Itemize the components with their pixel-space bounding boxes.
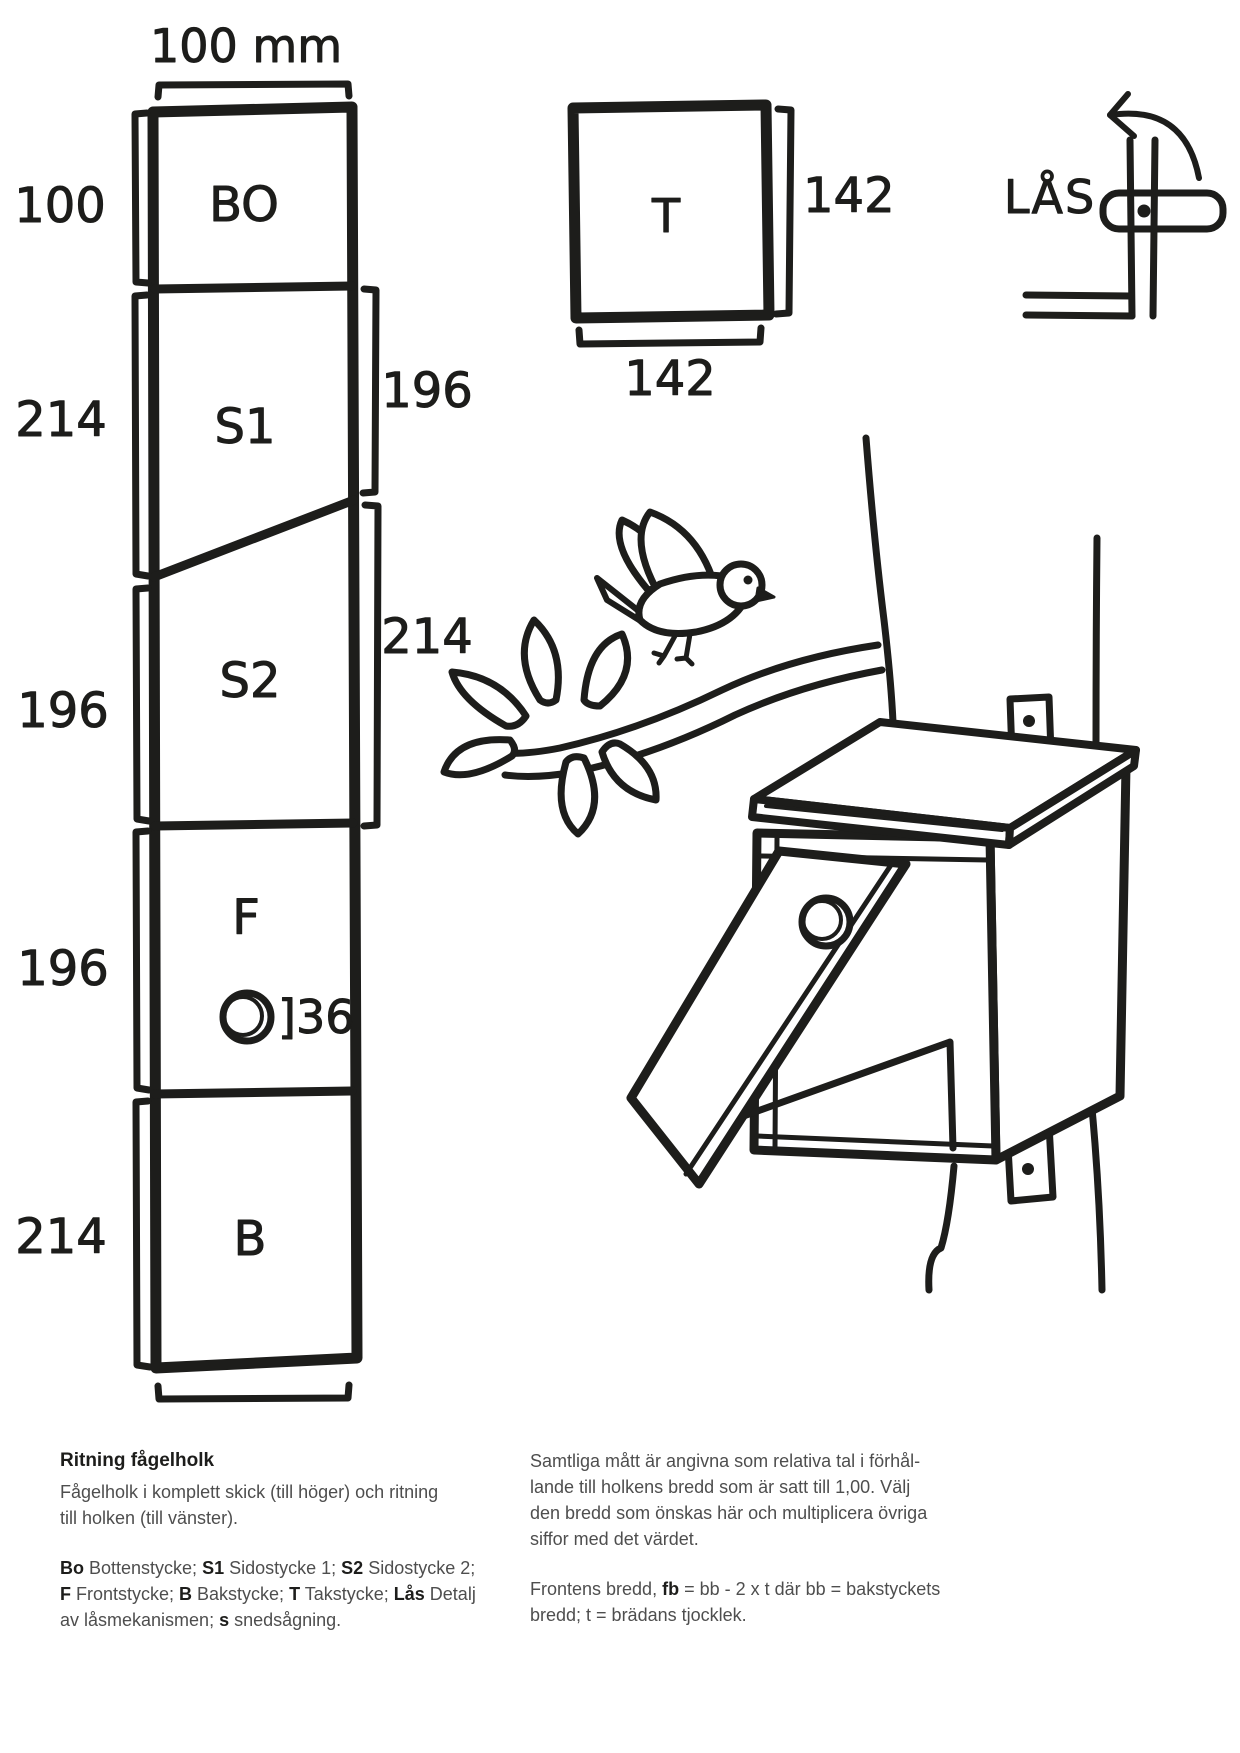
tree-trunk-right-edge-lower	[1091, 1098, 1102, 1290]
section-label-s1: S1	[214, 399, 276, 455]
bracket-screw	[1023, 715, 1035, 727]
caption-intro-line: Fågelholk i komplett skick (till höger) och ritning	[60, 1482, 439, 1502]
lock-screw	[1138, 205, 1151, 218]
dim-bracket-left-s2	[136, 588, 149, 821]
dim-label-t-right: 142	[803, 168, 895, 224]
divider-s1-s2-diagonal	[154, 500, 354, 577]
plank-outline	[153, 107, 357, 1368]
leaf	[444, 740, 515, 775]
lock-label: LÅS	[1003, 170, 1097, 224]
caption-formula-line: Frontens bredd, fb = bb - 2 x t där bb = bakstyckets	[530, 1579, 941, 1599]
cutting-plan	[14, 19, 473, 1399]
caption-right-column	[530, 1448, 950, 1628]
birdhouse	[631, 722, 1136, 1184]
caption-intro-line: till holken (till vänster).	[60, 1508, 239, 1528]
leaf	[524, 620, 558, 703]
dim-bracket-left-bo	[135, 113, 148, 283]
dim-label-bo: 100	[14, 178, 106, 234]
bird-eye	[744, 576, 753, 585]
bird-beak	[756, 588, 774, 601]
lock-detail	[1004, 94, 1223, 316]
lock-batten	[1103, 193, 1223, 229]
lock-box-edge-top	[1026, 295, 1130, 296]
dim-label-b-left: 214	[15, 1209, 107, 1265]
section-label-f: F	[232, 890, 260, 946]
caption-formula	[530, 1576, 950, 1628]
leaf	[452, 672, 526, 726]
caption-paragraph-line: Samtliga mått är angivna som relativa tal i förhål-	[530, 1451, 921, 1471]
dim-label-s2-left: 196	[17, 683, 109, 739]
lock-box-edge-bottom	[1026, 315, 1132, 316]
section-label-bo: BO	[209, 177, 279, 233]
dim-bracket-bottom	[158, 1385, 349, 1399]
hole-dim-label: ]36	[278, 990, 355, 1044]
caption-formula-line: bredd; t = brädans tjocklek.	[530, 1605, 747, 1625]
caption-left-column	[60, 1448, 480, 1633]
dim-bracket-top-width	[158, 84, 349, 97]
caption-legend-line: Bo Bottenstycke; S1 Sidostycke 1; S2 Sidostycke 2;	[60, 1558, 476, 1578]
bracket-screw	[1022, 1163, 1034, 1175]
dim-label-s2-right: 214	[381, 609, 473, 665]
dim-bracket-t-bottom	[579, 328, 761, 344]
dim-bracket-left-b	[136, 1101, 150, 1367]
section-label-b: B	[233, 1211, 267, 1267]
section-label-s2: S2	[219, 653, 281, 709]
tree-trunk-left-edge-lower	[929, 1166, 954, 1290]
tree-trunk-right-edge	[1096, 538, 1097, 748]
entrance-hole-inner-stroke	[224, 997, 262, 1035]
dim-label-s1-right: 196	[381, 363, 473, 419]
dim-label-t-bottom: 142	[624, 351, 716, 407]
dim-bracket-left-s1	[135, 295, 148, 576]
caption-legend	[60, 1555, 480, 1633]
caption-legend-line: av låsmekanismen; s snedsågning.	[60, 1610, 342, 1630]
roof-piece-diagram	[573, 105, 895, 407]
dim-bracket-right-s1	[363, 289, 376, 493]
leaf	[561, 757, 595, 834]
dim-label-s1-left: 214	[15, 392, 107, 448]
dim-label-width: 100 mm	[149, 19, 343, 73]
dim-label-f-left: 196	[17, 941, 109, 997]
dim-bracket-t-right	[776, 109, 791, 314]
divider-bo-s1	[155, 286, 352, 289]
caption-paragraph-line: den bredd som önskas här och multiplicera övriga	[530, 1503, 928, 1523]
caption-legend-line: F Frontstycke; B Bakstycke; T Takstycke; Lås Detalj	[60, 1584, 476, 1604]
tree-trunk-left-edge	[866, 438, 893, 722]
dim-bracket-left-f	[136, 831, 149, 1090]
dim-bracket-right-s2	[364, 505, 378, 826]
leaf	[584, 634, 628, 706]
caption-paragraph-line: siffor med det värdet.	[530, 1529, 699, 1549]
bird-legs	[654, 634, 692, 664]
roof-piece-label: T	[651, 189, 681, 243]
divider-s2-f	[155, 823, 353, 826]
divider-f-b	[155, 1091, 352, 1094]
caption-paragraph-line: lande till holkens bredd som är satt till 1,00. Välj	[530, 1477, 911, 1497]
birdhouse-illustration	[444, 438, 1136, 1290]
caption-heading: Ritning fågelholk	[60, 1450, 215, 1471]
